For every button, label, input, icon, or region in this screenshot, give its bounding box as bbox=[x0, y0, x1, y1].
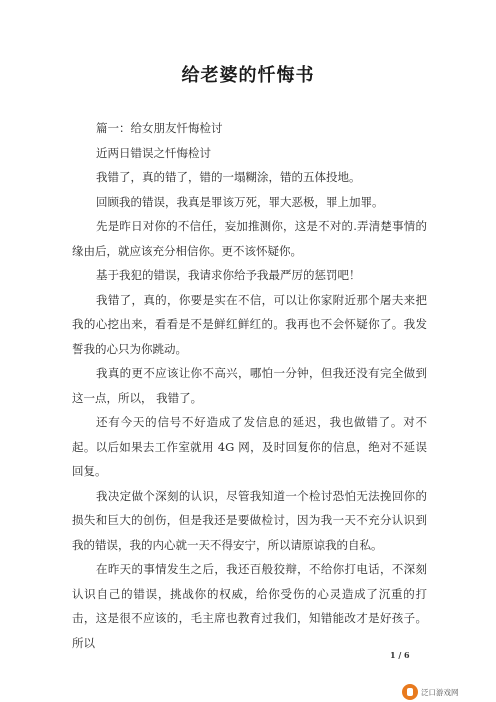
paragraph: 回顾我的错误，我真是罪该万死，罪大恶极，罪上加罪。 bbox=[96, 194, 384, 209]
site-watermark[interactable] bbox=[402, 683, 494, 701]
site-logo-icon bbox=[402, 684, 418, 700]
page-indicator: 1 / 6 bbox=[390, 650, 410, 660]
paragraph: 我错了，真的，你要是实在不信，可以让你家附近那个屠夫来把我的心挖出来，看看是不是鲜红鲜红的。我再也不会怀疑你了。我发誓我的心只为你跳动。 bbox=[72, 292, 427, 356]
paragraph: 还有今天的信号不好造成了发信息的延迟，我也做错了。对不起。以后如果去工作室就用 4G 网，及时回复你的信息，绝对不延误回复。 bbox=[72, 415, 427, 478]
paragraph: 篇一：给女朋友忏悔检讨 bbox=[96, 121, 223, 135]
document-body bbox=[72, 116, 427, 655]
paragraph: 先是昨日对你的不信任，妄加推测你，这是不对的.弄清楚事情的缘由后，就应该充分相信你。更不该怀疑你。 bbox=[72, 219, 427, 258]
document-title: 给老婆的忏悔书 bbox=[181, 65, 315, 86]
paragraph: 近两日错误之忏悔检讨 bbox=[96, 145, 211, 160]
paragraph: 基于我犯的错误，我请求你给予我最严厉的惩罚吧！ bbox=[96, 268, 361, 282]
watermark-text: 泛口游戏网 bbox=[421, 687, 459, 697]
paragraph: 我真的更不应该让你不高兴，哪怕一分钟，但我还没有完全做到这一点，所以， 我错了。 bbox=[72, 366, 427, 405]
paragraph: 在昨天的事情发生之后，我还百般狡辩，不给你打电话，不深刻认识自己的错误，挑战你的权威，给你受伤的心灵造成了沉重的打击，这是很不应该的，毛主席也教育过我们，知错能改才是好孩子。所以 bbox=[72, 562, 427, 650]
paragraph: 我错了，真的错了，错的一塌糊涂，错的五体投地。 bbox=[96, 170, 361, 184]
paragraph: 我决定做个深刻的认识，尽管我知道一个检讨恐怕无法挽回你的损失和巨大的创伤，但是我还是要做检讨，因为我一天不充分认识到我的错误，我的内心就一天不得安宁，所以请原谅我的自私。 bbox=[72, 488, 427, 552]
